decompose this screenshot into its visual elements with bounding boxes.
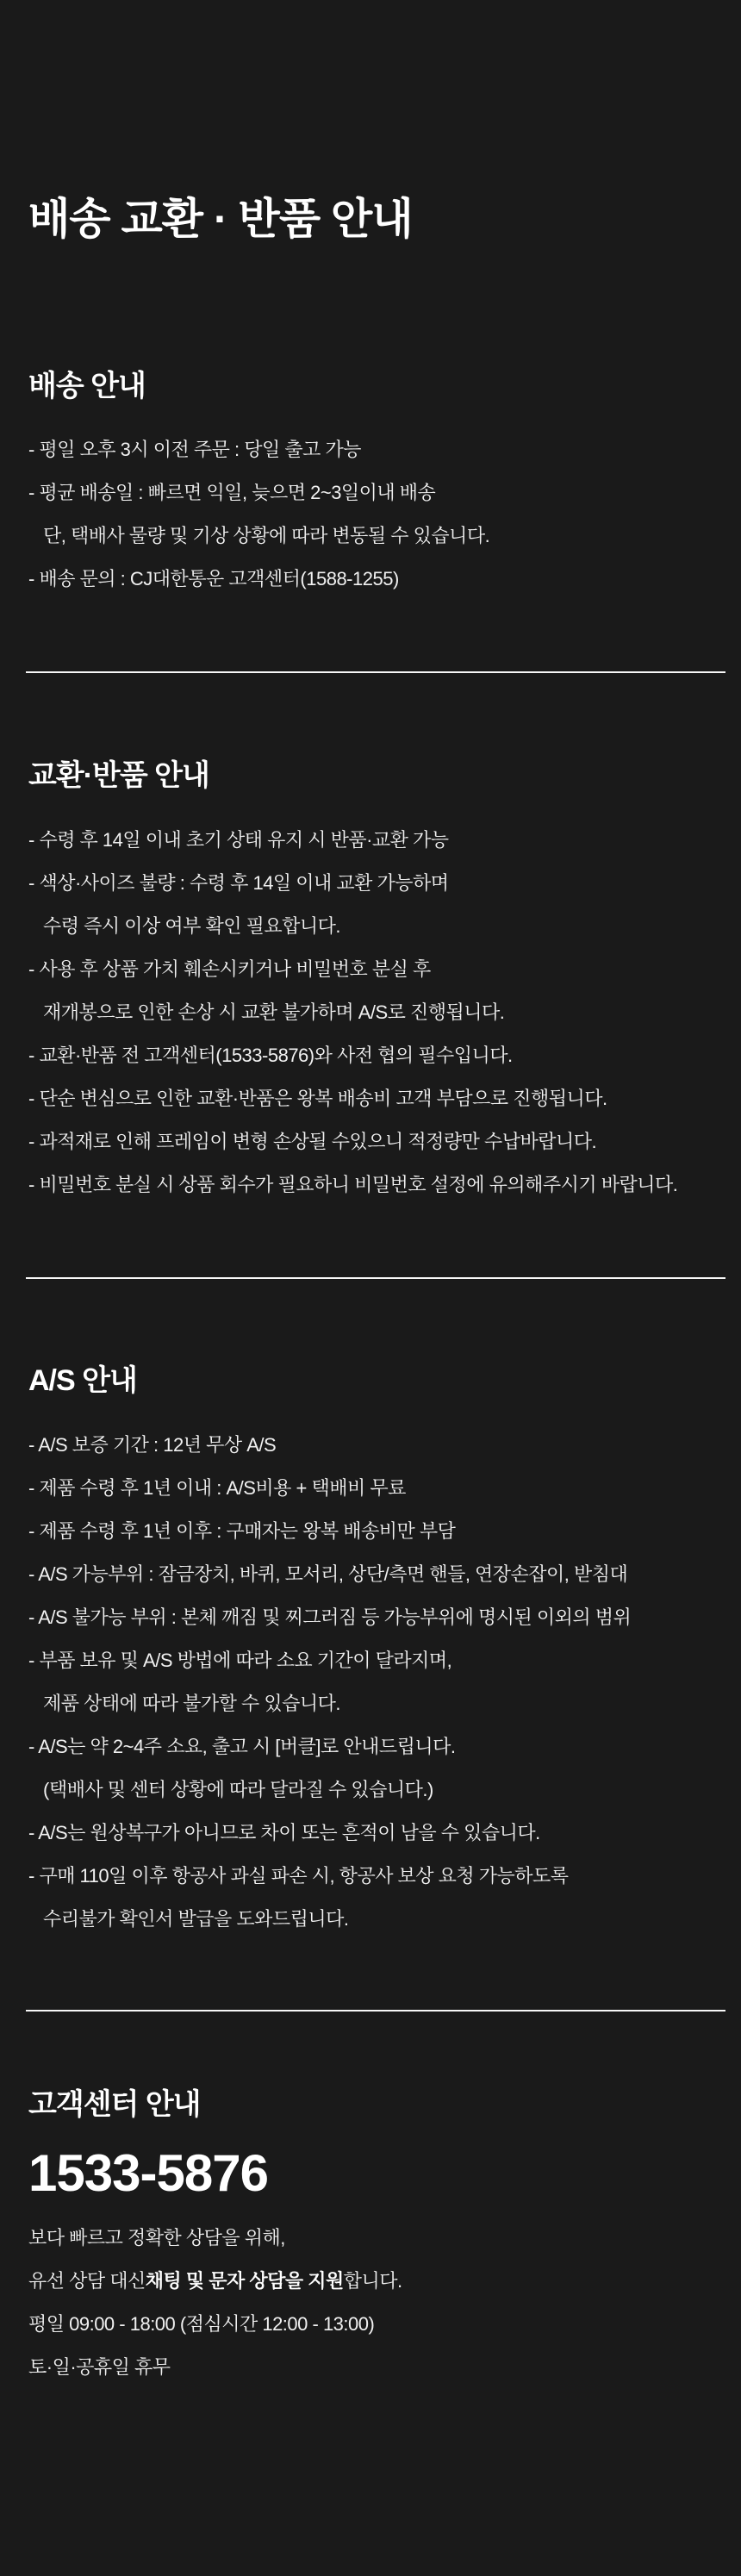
exchange-return-heading: 교환·반품 안내 — [28, 759, 209, 792]
exchange-return-section — [28, 758, 713, 1205]
list-item: - 평일 오후 3시 이전 주문 : 당일 출고 가능 — [28, 438, 361, 460]
section-divider — [26, 671, 725, 673]
list-item: - 비밀번호 분실 시 상품 회수가 필요하니 비밀번호 설정에 유의해주시기 바랍니다. — [28, 1173, 678, 1195]
list-item: 재개봉으로 인한 손상 시 교환 불가하며 A/S로 진행됩니다. — [43, 1001, 505, 1023]
list-item: - 교환·반품 전 고객센터(1533-5876)와 사전 협의 필수입니다. — [28, 1044, 513, 1066]
list-item: - A/S 불가능 부위 : 본체 깨짐 및 찌그러짐 등 가능부위에 명시된 이외의 범위 — [28, 1606, 632, 1628]
list-item: - A/S 가능부위 : 잠금장치, 바퀴, 모서리, 상단/측면 핸들, 연장손잡이, 받침대 — [28, 1562, 628, 1585]
as-section — [28, 1363, 713, 1939]
list-item: 제품 상태에 따라 불가할 수 있습니다. — [43, 1692, 340, 1714]
list-item: - 사용 후 상품 가치 훼손시키거나 비밀번호 분실 후 — [28, 957, 431, 980]
as-list — [28, 1422, 713, 1939]
list-item: (택배사 및 센터 상황에 따라 달라질 수 있습니다.) — [43, 1778, 433, 1800]
as-heading: A/S 안내 — [28, 1364, 137, 1397]
cs-line-pre: 유선 상담 대신 — [28, 2269, 146, 2292]
list-item: - 수령 후 14일 이내 초기 상태 유지 시 반품·교환 가능 — [28, 828, 449, 851]
list-item: - 제품 수령 후 1년 이내 : A/S비용 + 택배비 무료 — [28, 1476, 406, 1499]
phone-number: 1533-5876 — [28, 2144, 268, 2202]
cs-line-post: 합니다. — [343, 2269, 402, 2292]
list-item: - 부품 보유 및 A/S 방법에 따라 소요 기간이 달라지며, — [28, 1649, 452, 1671]
list-item: - A/S 보증 기간 : 12년 무상 A/S — [28, 1433, 277, 1456]
list-item: - 색상·사이즈 불량 : 수령 후 14일 이내 교환 가능하며 — [28, 871, 449, 894]
section-divider — [26, 1277, 725, 1279]
cs-line-bold: 채팅 및 문자 상담을 지원 — [145, 2269, 344, 2292]
exchange-return-list — [28, 817, 713, 1205]
list-item: - A/S는 원상복구가 아니므로 차이 또는 흔적이 남을 수 있습니다. — [28, 1821, 540, 1843]
list-item: - A/S는 약 2~4주 소요, 출고 시 [버클]로 안내드립니다. — [28, 1735, 456, 1757]
list-item: - 과적재로 인해 프레임이 변형 손상될 수있으니 적정량만 수납바랍니다. — [28, 1130, 597, 1152]
cs-line — [28, 2258, 713, 2301]
cs-line: 토·일·공휴일 휴무 — [28, 2355, 171, 2378]
cs-line: 보다 빠르고 정확한 상담을 위해, — [28, 2226, 285, 2249]
list-item: - 단순 변심으로 인한 교환·반품은 왕복 배송비 고객 부담으로 진행됩니다. — [28, 1087, 607, 1109]
list-item: 수령 즉시 이상 여부 확인 필요합니다. — [43, 914, 340, 937]
customer-center-section — [28, 2087, 713, 2387]
section-divider — [26, 2010, 725, 2012]
list-item: - 평균 배송일 : 빠르면 익일, 늦으면 2~3일이내 배송 — [28, 481, 436, 503]
cs-line: 평일 09:00 - 18:00 (점심시간 12:00 - 13:00) — [28, 2312, 375, 2335]
customer-center-heading: 고객센터 안내 — [28, 2088, 201, 2121]
list-item: - 제품 수령 후 1년 이후 : 구매자는 왕복 배송비만 부담 — [28, 1519, 456, 1542]
list-item: 수리불가 확인서 발급을 도와드립니다. — [43, 1907, 349, 1930]
page-title: 배송 교환 · 반품 안내 — [28, 195, 413, 243]
shipping-section — [28, 369, 713, 599]
list-item: - 구매 110일 이후 항공사 과실 파손 시, 항공사 보상 요청 가능하도록 — [28, 1864, 569, 1887]
shipping-heading: 배송 안내 — [28, 370, 146, 402]
shipping-list — [28, 427, 713, 599]
customer-center-lines — [28, 2215, 713, 2387]
list-item: - 배송 문의 : CJ대한통운 고객센터(1588-1255) — [28, 567, 399, 589]
list-item: 단, 택배사 물량 및 기상 상황에 따라 변동될 수 있습니다. — [43, 524, 490, 546]
